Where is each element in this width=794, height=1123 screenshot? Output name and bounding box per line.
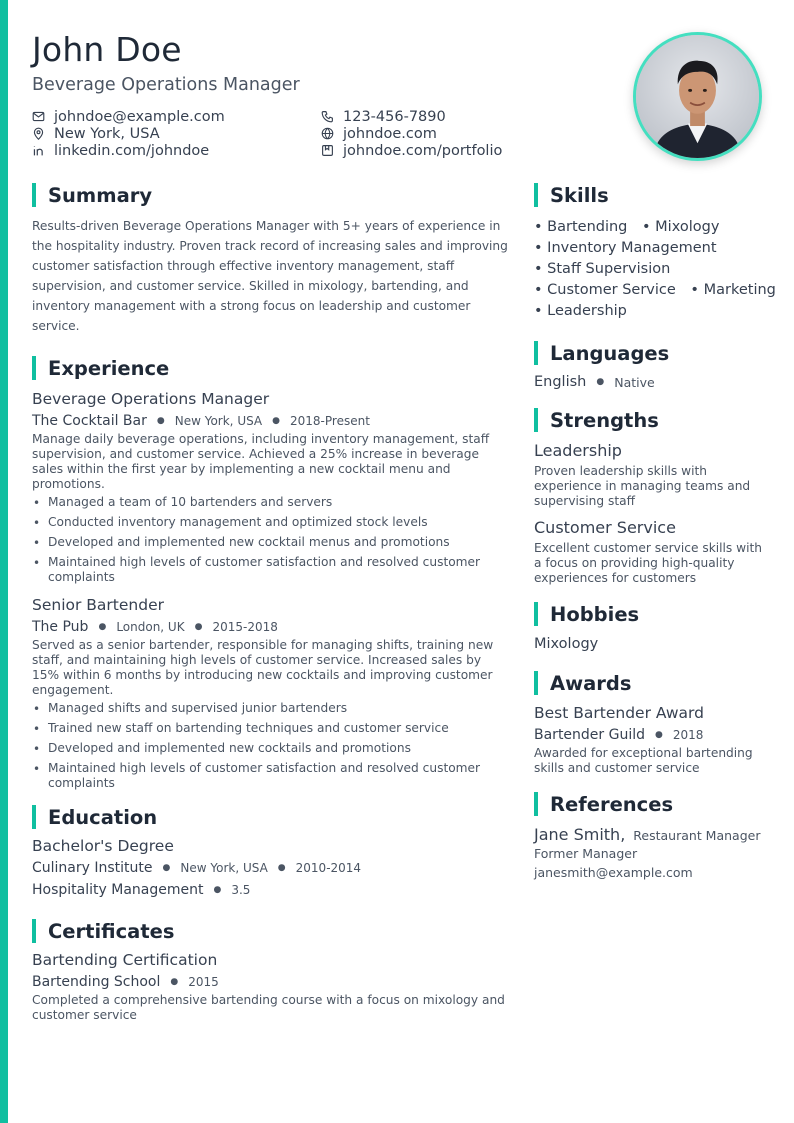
experience-meta (32, 410, 512, 432)
skill-item: • Inventory Management (534, 240, 717, 256)
experience-company: The Pub (32, 619, 89, 635)
experience-description: Manage daily beverage operations, including inventory management, staff supervision, and customer service. Achieved a 25% increase in beverage sales within the first year by implementing a new cocktail menu and promotions. (32, 432, 490, 491)
separator-dot: ● (98, 622, 107, 632)
contact-linkedin[interactable]: linkedin.com/johndoe (32, 142, 321, 159)
experience-description: Served as a senior bartender, responsible for managing shifts, training new staff, and maintaining high levels of customer service. Increased sales by 15% within 6 months by introducing new cocktails and improving customer engagement. (32, 638, 494, 697)
strength-title: Customer Service (534, 518, 676, 537)
skill-row (534, 238, 766, 259)
references-section (534, 792, 766, 882)
education-dates: 2010-2014 (295, 861, 362, 875)
strengths-heading: Strengths (534, 408, 766, 432)
reference-relation: Former Manager (534, 846, 638, 861)
certificate-meta (32, 971, 512, 993)
location-icon (32, 127, 54, 140)
separator-dot: ● (655, 730, 663, 740)
education-meta (32, 857, 512, 879)
separator-dot: ● (277, 863, 286, 873)
award-description: Awarded for exceptional bartending skills and customer service (534, 746, 753, 775)
experience-location: London, UK (116, 620, 185, 634)
experience-item (32, 388, 512, 585)
skill-row (534, 217, 766, 238)
experience-title: Senior Bartender (32, 596, 164, 614)
hobby-item: Mixology (534, 636, 599, 652)
education-section (32, 805, 512, 901)
reference-name-row (534, 825, 766, 844)
candidate-name: John Doe (32, 30, 182, 69)
experience-dates: 2018-Present (290, 414, 370, 428)
contact-website[interactable]: johndoe.com (321, 125, 552, 142)
skill-row (534, 301, 766, 322)
skill-row (534, 259, 766, 280)
education-field-row (32, 879, 512, 901)
awards-section (534, 671, 766, 776)
education-field: Hospitality Management (32, 882, 204, 898)
education-degree: Bachelor's Degree (32, 837, 174, 855)
experience-dates: 2015-2018 (212, 620, 278, 634)
experience-bullets (32, 701, 512, 791)
strength-description: Proven leadership skills with experience in managing teams and supervising staff (534, 464, 751, 508)
separator-dot: ● (194, 622, 203, 632)
language-name: English (534, 374, 587, 390)
strength-item (534, 517, 766, 586)
skill-row (534, 280, 776, 301)
education-heading: Education (32, 805, 512, 829)
strength-description: Excellent customer service skills with a focus on providing high-quality experiences for customers (534, 541, 762, 585)
linkedin-icon (32, 144, 54, 157)
separator-dot: ● (156, 416, 165, 426)
right-column (534, 183, 776, 882)
reference-email[interactable]: janesmith@example.com (534, 865, 693, 880)
skill-item: • Mixology (642, 219, 720, 235)
list-item: • Developed and implemented new cocktails and promotions (32, 741, 512, 756)
skill-item: • Staff Supervision (534, 261, 671, 277)
certificate-description: Completed a comprehensive bartending course with a focus on mixology and customer service (32, 993, 505, 1022)
language-item (534, 374, 766, 390)
certificates-heading: Certificates (32, 919, 512, 943)
contact-info (32, 108, 552, 159)
strength-item (534, 440, 766, 509)
list-item: • Managed shifts and supervised junior bartenders (32, 701, 512, 716)
languages-heading: Languages (534, 341, 766, 365)
certificate-title: Bartending Certification (32, 951, 218, 969)
skills-list (534, 217, 776, 322)
portfolio-icon (321, 144, 343, 157)
certificates-section (32, 919, 512, 1023)
language-level: Native (614, 374, 655, 390)
experience-title: Beverage Operations Manager (32, 390, 270, 408)
contact-email[interactable]: johndoe@example.com (32, 108, 321, 125)
list-item: • Trained new staff on bartending techniques and customer service (32, 721, 512, 736)
award-title: Best Bartender Award (534, 704, 704, 722)
summary-section (32, 183, 512, 336)
list-item: • Conducted inventory management and optimized stock levels (32, 515, 512, 530)
left-column (32, 183, 512, 1023)
hobbies-section (534, 602, 766, 652)
strength-title: Leadership (534, 441, 622, 460)
contact-phone[interactable]: 123-456-7890 (321, 108, 552, 125)
education-gpa: 3.5 (231, 883, 251, 897)
separator-dot: ● (162, 863, 171, 873)
reference-role: Restaurant Manager (633, 828, 761, 843)
certificate-issuer: Bartending School (32, 974, 161, 990)
contact-portfolio[interactable]: johndoe.com/portfolio (321, 142, 552, 159)
strengths-section (534, 408, 766, 586)
experience-meta (32, 616, 512, 638)
contact-location: New York, USA (32, 125, 321, 142)
skill-item: • Marketing (690, 282, 776, 298)
separator-dot: ● (596, 377, 605, 387)
experience-company: The Cocktail Bar (32, 413, 147, 429)
globe-icon (321, 127, 343, 140)
mail-icon (32, 110, 54, 123)
skill-item: • Bartending (534, 219, 628, 235)
award-meta (534, 724, 766, 746)
list-item: • Managed a team of 10 bartenders and servers (32, 495, 512, 510)
skill-item: • Customer Service (534, 282, 676, 298)
summary-text: Results-driven Beverage Operations Manager with 5+ years of experience in the hospitality industry. Proven track record of increasing sales and improving customer satisfaction through effective inventory management, staff supervision, and customer service. Skilled in mixology, bartending, and inventory management with a strong focus on leadership and customer service. (32, 219, 508, 333)
hobbies-heading: Hobbies (534, 602, 766, 626)
experience-item (32, 594, 512, 791)
certificate-year: 2015 (188, 975, 219, 989)
awards-heading: Awards (534, 671, 766, 695)
skill-item: • Leadership (534, 303, 627, 319)
reference-name: Jane Smith, (534, 825, 626, 844)
education-school: Culinary Institute (32, 860, 153, 876)
experience-section (32, 356, 512, 791)
experience-heading: Experience (32, 356, 512, 380)
list-item: • Maintained high levels of customer satisfaction and resolved customer complaints (32, 761, 512, 791)
job-title: Beverage Operations Manager (32, 75, 300, 95)
list-item: • Developed and implemented new cocktail menus and promotions (32, 535, 512, 550)
list-item: • Maintained high levels of customer satisfaction and resolved customer complaints (32, 555, 512, 585)
experience-location: New York, USA (174, 414, 263, 428)
profile-photo (633, 32, 762, 161)
award-issuer: Bartender Guild (534, 727, 646, 743)
award-year: 2018 (672, 728, 704, 742)
phone-icon (321, 110, 343, 123)
accent-bar (0, 0, 8, 1123)
languages-section (534, 341, 766, 390)
separator-dot: ● (272, 416, 281, 426)
separator-dot: ● (170, 977, 179, 987)
experience-bullets (32, 495, 512, 585)
skills-section (534, 183, 776, 322)
skills-heading: Skills (534, 183, 766, 207)
summary-heading: Summary (32, 183, 512, 207)
references-heading: References (534, 792, 766, 816)
separator-dot: ● (213, 885, 222, 895)
education-location: New York, USA (180, 861, 268, 875)
